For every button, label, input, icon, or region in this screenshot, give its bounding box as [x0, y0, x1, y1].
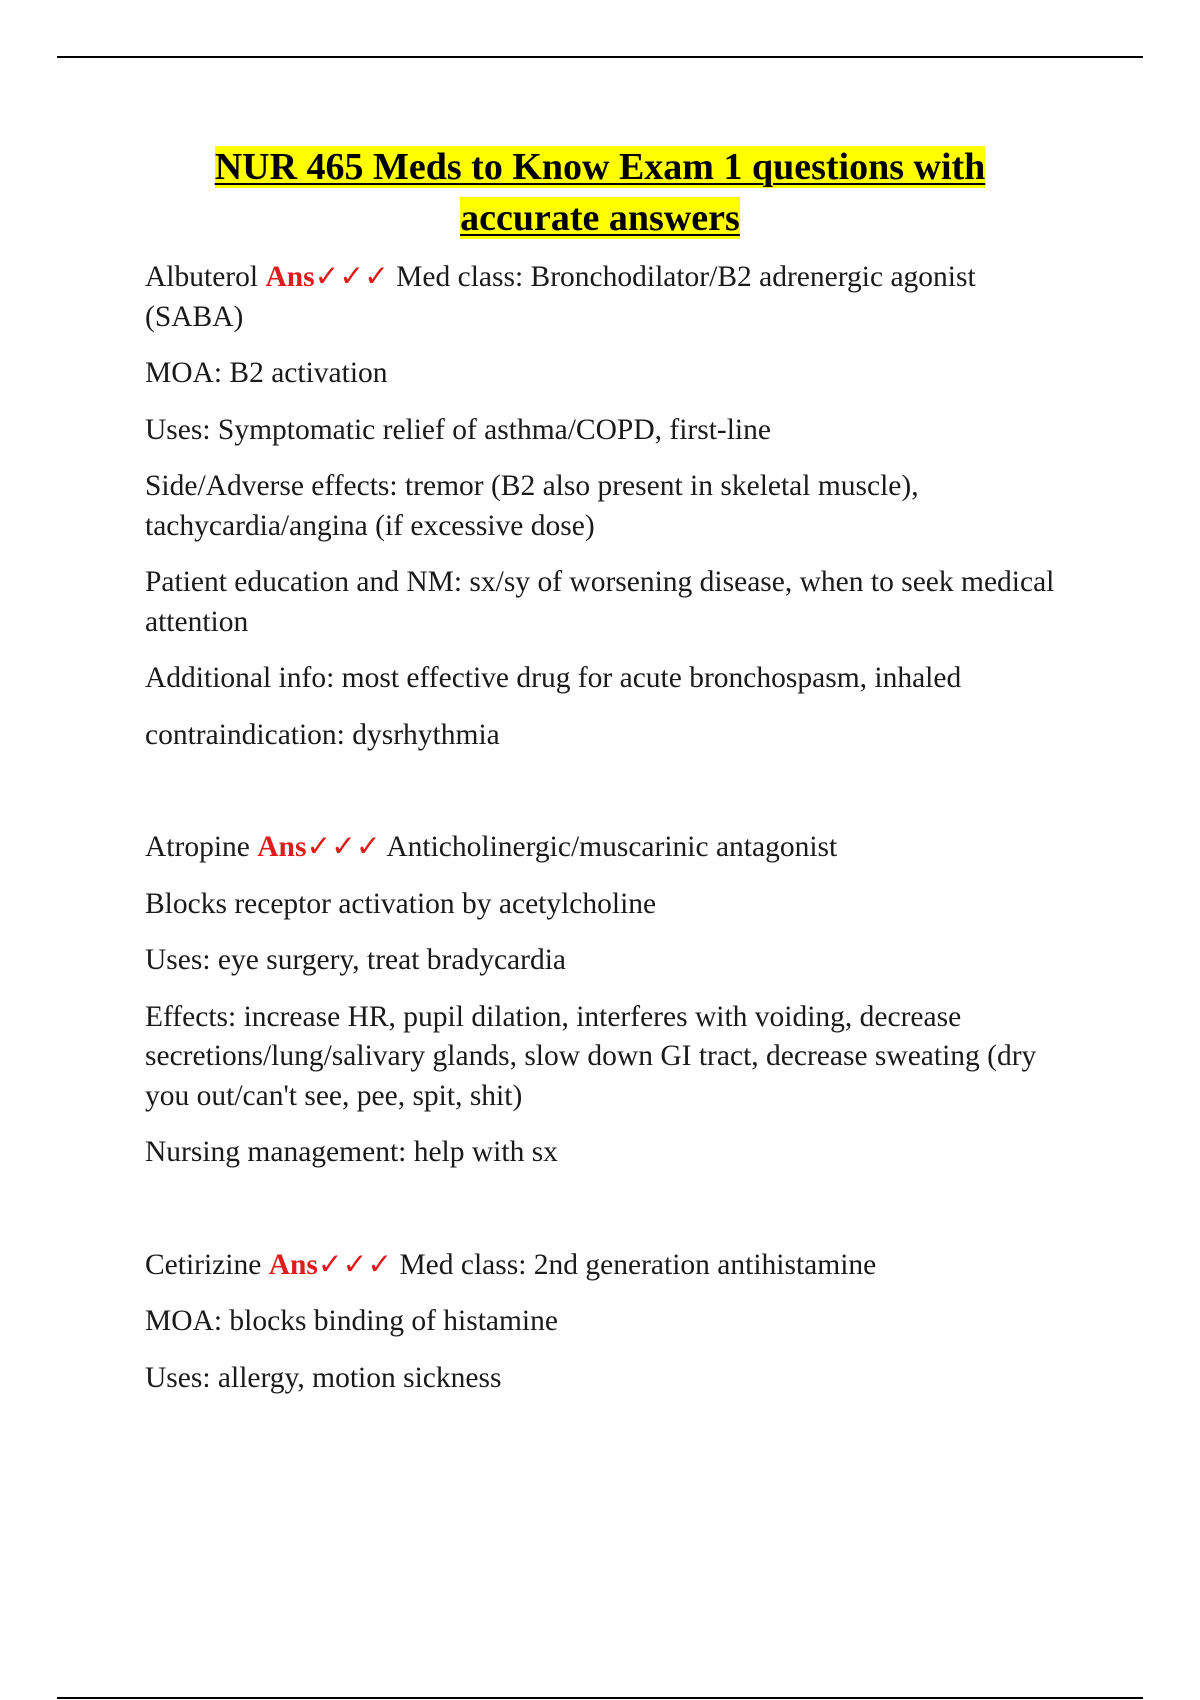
- answer-first-line: Med class: 2nd generation antihistamine: [399, 1248, 877, 1281]
- title-line-2: accurate answers: [460, 197, 740, 239]
- entry-albuterol-line: Patient education and NM: sx/sy of worsening disease, when to seek medical attention: [145, 566, 1055, 638]
- check-marks: ✓✓✓: [314, 261, 389, 293]
- entry-cetirizine-line: MOA: blocks binding of histamine: [145, 1305, 558, 1337]
- entry-atropine-line: Nursing management: help with sx: [145, 1136, 558, 1168]
- answer-first-line: Med class: Bronchodilator/B2 adrenergic agonist (SABA): [145, 261, 976, 333]
- answer-marker: Ans: [265, 261, 315, 293]
- entry-cetirizine-heading: [145, 1246, 1080, 1286]
- answer-marker: Ans: [268, 1248, 318, 1281]
- entry-separator: [145, 1190, 1080, 1246]
- answer-marker: Ans: [257, 831, 307, 863]
- entry-atropine-line: Effects: increase HR, pupil dilation, interferes with voiding, decrease secretions/lung/salivary glands, slow down GI tract, decrease sweating (dry you out/can't see, pee, spit, shit): [145, 1000, 1037, 1112]
- answer-first-line: Anticholinergic/muscarinic antagonist: [386, 831, 838, 863]
- entry-albuterol-line: Additional info: most effective drug for acute bronchospasm, inhaled: [145, 662, 962, 694]
- bottom-rule: [57, 1697, 1143, 1699]
- document-body: [145, 258, 1080, 1415]
- entry-separator: [145, 772, 1080, 828]
- top-rule: [57, 56, 1143, 58]
- entry-atropine-line: Blocks receptor activation by acetylcholine: [145, 887, 657, 920]
- entry-atropine-heading: [145, 828, 1080, 868]
- document-title: [100, 142, 1100, 244]
- entry-atropine-line: Uses: eye surgery, treat bradycardia: [145, 944, 567, 976]
- title-line-1: NUR 465 Meds to Know Exam 1 questions with: [214, 146, 986, 188]
- check-marks: ✓✓✓: [317, 1248, 393, 1281]
- term-atropine: Atropine: [145, 831, 250, 863]
- entry-albuterol-line: MOA: B2 activation: [145, 357, 388, 389]
- check-marks: ✓✓✓: [306, 831, 381, 863]
- term-albuterol: Albuterol: [145, 261, 259, 293]
- entry-albuterol-line: Side/Adverse effects: tremor (B2 also present in skeletal muscle), tachycardia/angina (if excessive dose): [145, 470, 919, 542]
- entry-albuterol-line: Uses: Symptomatic relief of asthma/COPD, first-line: [145, 413, 771, 446]
- entry-albuterol-heading: [145, 258, 1080, 337]
- entry-cetirizine-line: Uses: allergy, motion sickness: [145, 1361, 502, 1394]
- term-cetirizine: Cetirizine: [145, 1248, 262, 1281]
- entry-albuterol-line: contraindication: dysrhythmia: [145, 718, 500, 751]
